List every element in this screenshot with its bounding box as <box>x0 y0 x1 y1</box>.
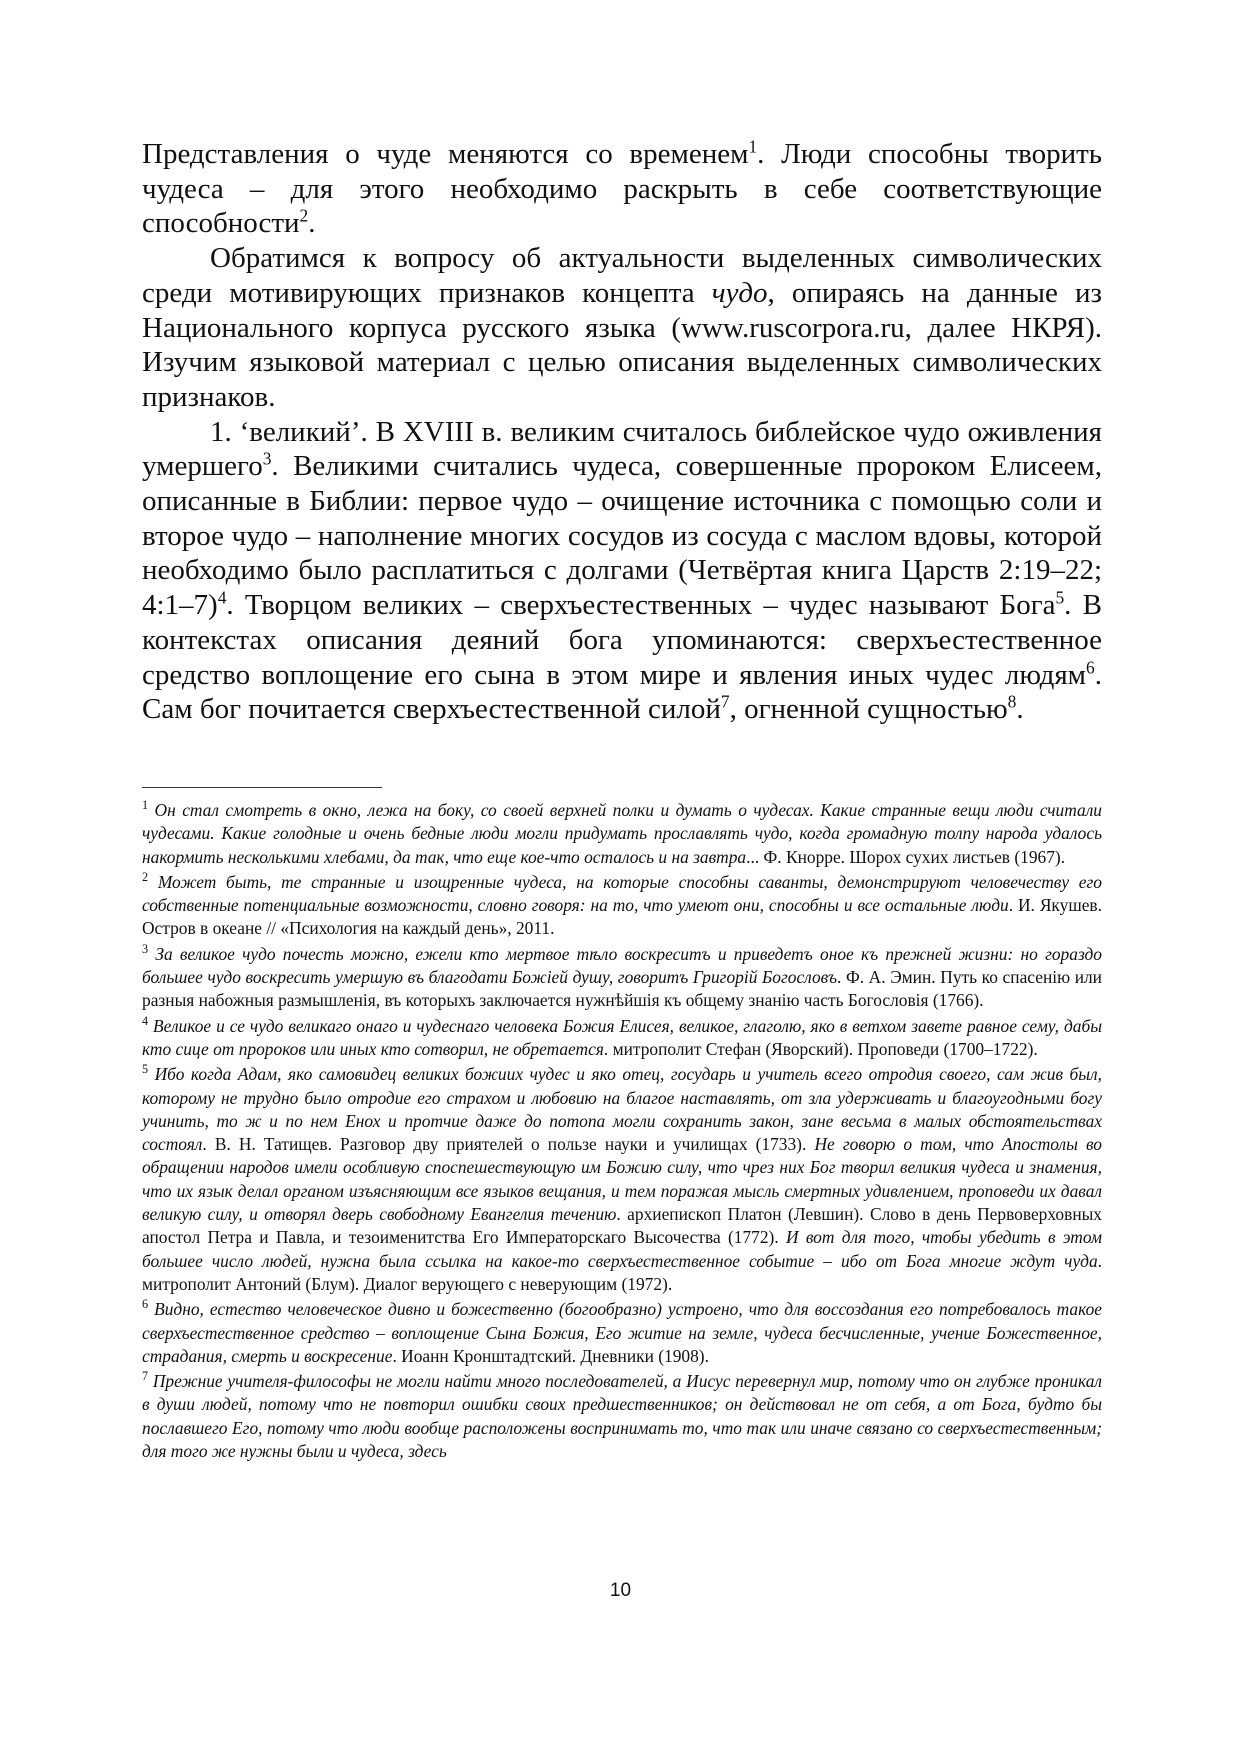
footnote-5-quote-3: И вот для того, чтобы убедить в этом большее число людей, нужна была ссылка на какое-то сверхъестественное событие – ибо от Бога многие ждут чуда <box>142 1227 1102 1271</box>
footnote-5-source-2: . архиепископ Платон (Левшин). Слово в день Первоверховных апостол Петра и Павла, и тезоименитства Его Императорскаго Высочества (1772). <box>142 1204 1103 1248</box>
footnote-4 <box>142 1015 1102 1062</box>
paragraph-2-text-b: , опираясь на данные из Национального корпуса русского языка (www.ruscorpora.ru, далее НКРЯ). Изучим языковой материал с целью описания выделенных символических признаков. <box>142 276 1102 413</box>
paragraph-3-text-b: . Великими считались чудеса, совершенные пророком Елисеем, описанные в Библии: первое чудо – очищение источника с помощью соли и второе чудо – наполнение многих сосудов из сосуда с маслом вдовы, которой необходимо было расплатиться с долгами (Четвёртая книга Царств 2:19–22; 4:1–7) <box>142 450 1102 622</box>
footnote-6-source: . Иоанн Кронштадтский. Дневники (1908). <box>392 1345 709 1366</box>
footnote-2 <box>142 871 1102 941</box>
footnote-1-number: 1 <box>142 798 149 813</box>
main-text <box>142 137 1102 727</box>
paragraph-2 <box>142 241 1102 415</box>
footnote-7-quote: Прежние учителя-философы не могли найти много последователей, а Иисус перевернул мир, потому что он глубже проникал в души людей, потому что не повторил ошибки своих предшественников; он действовал не от себя, а от Бога, будто бы пославшего Его, потому что люди вообще расположены воспринимать то, что так или иначе связано со сверхъестественным; для того же нужны были и чудеса, здесь <box>142 1371 1102 1462</box>
footnote-ref-3[interactable]: 3 <box>262 448 272 469</box>
paragraph-3 <box>142 415 1102 727</box>
footnote-ref-7[interactable]: 7 <box>720 691 730 712</box>
footnote-3-source: . Ф. А. Эмин. Путь ко спасенію или разныя набожныя размышленія, въ которыхъ заключается нужнѣйшія къ общему знанію часть Богословія (1766). <box>142 967 1102 1011</box>
paragraph-3-text-c: . Творцом великих – сверхъестественных – чудес называют Бога <box>226 589 1056 622</box>
footnote-7 <box>142 1370 1102 1463</box>
footnote-5-source-3: . митрополит Антоний (Блум). Диалог верующего с неверующим (1972). <box>142 1250 1102 1294</box>
footnotes <box>142 799 1102 1465</box>
paragraph-2-text-a: Обратимся к вопросу об актуальности выделенных символических среди мотивирующих признаков концепта <box>142 242 1102 309</box>
footnote-6-number: 6 <box>142 1297 149 1312</box>
footnote-5-source-1: . В. Н. Татищев. Разговор дву приятелей о пользе науки и училищах (1733). <box>202 1134 815 1155</box>
footnote-5 <box>142 1063 1102 1296</box>
footnote-3-number: 3 <box>142 941 149 956</box>
paragraph-1-text-a: Представления о чуде меняются со временем <box>142 138 749 170</box>
footnote-2-number: 2 <box>142 870 149 885</box>
paragraph-3-text-g: . <box>1016 693 1024 726</box>
paragraph-1 <box>142 137 1102 241</box>
footnote-5-quote-1: Ибо когда Адам, яко самовидец великих божиих чудес и яко отец, государь и учитель всего отродия своего, сам жив был, которому не трудно было отродие его страхом и любовию на благое наставлять, от зла удерживать и благоугодными богу учинить, то ж и по нем Енох и протчие даже до потопа могли сохранить закон, зане весьма в малых обстоятельствах состоял <box>142 1064 1102 1155</box>
footnote-ref-1[interactable]: 1 <box>748 136 758 157</box>
footnote-1 <box>142 799 1102 869</box>
footnote-separator <box>142 787 382 788</box>
footnote-4-quote: Великое и се чудо великаго онаго и чудеснаго человека Божия Елисея, великое, глаголю, яко в ветхом завете равное сему, дабы кто сице от пророков или иных кто сотворил, не обретается <box>142 1015 1102 1059</box>
footnote-ref-5[interactable]: 5 <box>1055 587 1065 608</box>
footnote-ref-6[interactable]: 6 <box>1086 656 1095 677</box>
footnote-6 <box>142 1298 1102 1368</box>
footnote-4-source: . митрополит Стефан (Яворский). Проповеди (1700–1722). <box>603 1038 1038 1059</box>
footnote-2-quote: Может быть, те странные и изощренные чудеса, на которые способны саванты, демонстрируют человечеству его собственные потенциальные возможности, словно говоря: на то, что умеют они, способны и все остальные люди <box>142 871 1102 916</box>
footnote-7-number: 7 <box>142 1369 149 1384</box>
paragraph-3-text-f: , огненной сущностью <box>729 693 1008 726</box>
footnote-1-quote: Он стал смотреть в окно, лежа на боку, со своей верхней полки и думать о чудесах. Какие странные вещи люди считали чудесами. Какие голодные и очень бедные люди могли придумать прославлять чудо, когда громадную толпу народа удалось накормить несколькими хлебами, да так, что еще кое-что осталось и на завтра <box>142 800 1102 867</box>
footnote-5-quote-2: Не говорю о том, что Апостолы во обращении народов имели особливую споспешествующую им Божию силу, что чрез них Бог творил великия чудеса и знамения, что их язык делал органом изъясняющим все языков вещания, и тем поражая мысль смертных удивлением, проповеди их давал великую силу, и отворял дверь свободному Евангелия течению <box>142 1134 1103 1225</box>
page-number: 10 <box>609 1580 632 1601</box>
paragraph-3-text-e: . Сам бог почитается сверхъестественной силой <box>142 658 1102 726</box>
footnote-6-quote: Видно, естество человеческое дивно и божественно (богообразно) устроено, что для воссоздания его потребовалось такое сверхъестественное средство – воплощение Сына Божия, Его житие на земле, чудеса бесчисленные, учение Божественное, страдания, смерть и воскресение <box>142 1299 1102 1366</box>
concept-term: чудо <box>711 276 768 309</box>
footnote-3 <box>142 943 1102 1013</box>
footnote-ref-4[interactable]: 4 <box>217 587 227 608</box>
footnote-2-source: . И. Якушев. Остров в океане // «Психология на каждый день», 2011. <box>142 895 1102 939</box>
footnote-1-source: ... Ф. Кнорре. Шорох сухих листьев (1967). <box>746 846 1066 867</box>
paragraph-3-text-a: 1. ‘великий’. В XVIII в. великим считалось библейское чудо оживления умершего <box>142 415 1102 483</box>
paragraph-3-text-d: . В контекстах описания деяний бога упоминаются: сверхъестественное средство воплощение его сына в этом мире и явления иных чудес людям <box>142 589 1103 691</box>
paragraph-1-text-c: . <box>308 207 316 240</box>
footnote-5-number: 5 <box>142 1062 149 1077</box>
paragraph-1-text-b: . Люди способны творить чудеса – для этого необходимо раскрыть в себе соответствующие способности <box>142 138 1102 240</box>
footnote-ref-2[interactable]: 2 <box>299 205 309 226</box>
footnote-3-quote: За великое чудо почесть можно, ежели кто мертвое тѣло воскреситъ и приведетъ оное къ прежней жизни: но гораздо большее чудо воскресить умершую въ благодати Божіей душу, говоритъ Григорій Богословъ <box>142 943 1102 988</box>
footnote-ref-8[interactable]: 8 <box>1007 691 1017 712</box>
footnote-4-number: 4 <box>142 1013 149 1028</box>
